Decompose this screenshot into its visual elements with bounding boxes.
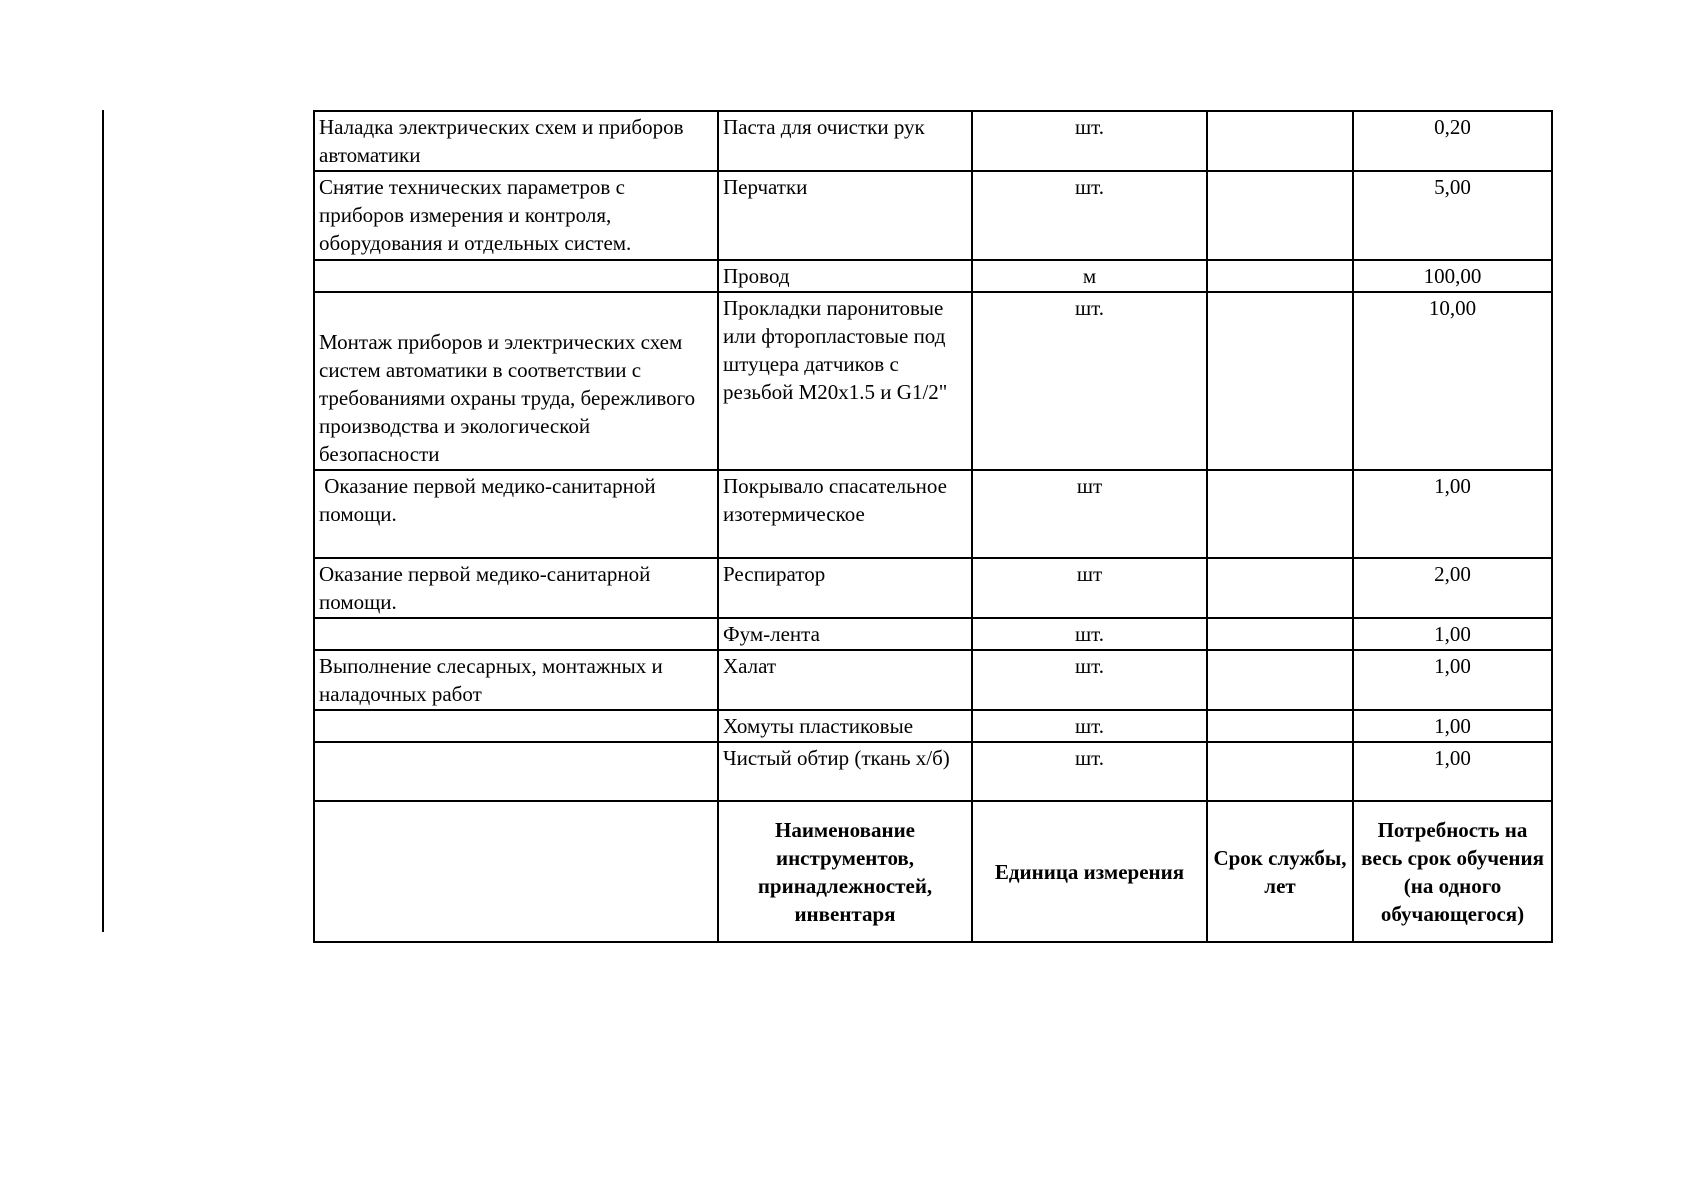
item-cell: Чистый обтир (ткань х/б)	[718, 742, 972, 801]
activity-cell: Выполнение слесарных, монтажных и наладочных работ	[314, 650, 718, 710]
qty-cell: 1,00	[1353, 710, 1552, 742]
life-cell	[1207, 710, 1353, 742]
header-unit: Единица измерения	[972, 801, 1207, 942]
activity-cell: Оказание первой медико-санитарной помощи.	[314, 558, 718, 618]
item-cell: Провод	[718, 260, 972, 292]
table-row	[314, 260, 1552, 292]
table-row	[314, 558, 1552, 618]
table-row	[314, 292, 1552, 470]
equipment-table	[313, 110, 1553, 943]
activity-cell: Монтаж приборов и электрических схем систем автоматики в соответствии с требованиями охраны труда, бережливого производства и экологической безопасности	[314, 292, 718, 470]
activity-cell	[314, 618, 718, 650]
left-margin-rule	[102, 110, 104, 932]
qty-cell: 1,00	[1353, 470, 1552, 558]
header-life: Срок службы, лет	[1207, 801, 1353, 942]
life-cell	[1207, 470, 1353, 558]
life-cell	[1207, 618, 1353, 650]
item-cell: Респиратор	[718, 558, 972, 618]
item-cell: Покрывало спасательное изотермическое	[718, 470, 972, 558]
qty-cell: 100,00	[1353, 260, 1552, 292]
qty-cell: 2,00	[1353, 558, 1552, 618]
table-row	[314, 742, 1552, 801]
life-cell	[1207, 742, 1353, 801]
table-row	[314, 618, 1552, 650]
unit-cell: шт.	[972, 618, 1207, 650]
item-cell: Прокладки паронитовые или фторопластовые под штуцера датчиков с резьбой М20х1.5 и G1/2"	[718, 292, 972, 470]
qty-cell: 5,00	[1353, 171, 1552, 260]
life-cell	[1207, 650, 1353, 710]
activity-cell: Снятие технических параметров с приборов измерения и контроля, оборудования и отдельных систем.	[314, 171, 718, 260]
life-cell	[1207, 171, 1353, 260]
life-cell	[1207, 292, 1353, 470]
header-item: Наименование инструментов, принадлежностей, инвентаря	[718, 801, 972, 942]
activity-cell	[314, 260, 718, 292]
unit-cell: шт	[972, 558, 1207, 618]
unit-cell: шт.	[972, 171, 1207, 260]
item-cell: Халат	[718, 650, 972, 710]
item-cell: Паста для очистки рук	[718, 111, 972, 171]
table-row	[314, 470, 1552, 558]
table-row	[314, 171, 1552, 260]
unit-cell: м	[972, 260, 1207, 292]
life-cell	[1207, 558, 1353, 618]
life-cell	[1207, 111, 1353, 171]
table-row	[314, 111, 1552, 171]
qty-cell: 1,00	[1353, 618, 1552, 650]
unit-cell: шт.	[972, 650, 1207, 710]
qty-cell: 1,00	[1353, 742, 1552, 801]
activity-cell	[314, 710, 718, 742]
unit-cell: шт	[972, 470, 1207, 558]
unit-cell: шт.	[972, 742, 1207, 801]
activity-cell	[314, 742, 718, 801]
table-row	[314, 650, 1552, 710]
unit-cell: шт.	[972, 111, 1207, 171]
activity-cell: Оказание первой медико-санитарной помощи.	[314, 470, 718, 558]
item-cell: Перчатки	[718, 171, 972, 260]
item-cell: Хомуты пластиковые	[718, 710, 972, 742]
header-qty: Потребность на весь срок обучения (на одного обучающегося)	[1353, 801, 1552, 942]
header-activity	[314, 801, 718, 942]
activity-cell: Наладка электрических схем и приборов автоматики	[314, 111, 718, 171]
life-cell	[1207, 260, 1353, 292]
unit-cell: шт.	[972, 292, 1207, 470]
qty-cell: 0,20	[1353, 111, 1552, 171]
item-cell: Фум-лента	[718, 618, 972, 650]
qty-cell: 1,00	[1353, 650, 1552, 710]
qty-cell: 10,00	[1353, 292, 1552, 470]
column-header-row	[314, 801, 1552, 942]
unit-cell: шт.	[972, 710, 1207, 742]
table-row	[314, 710, 1552, 742]
